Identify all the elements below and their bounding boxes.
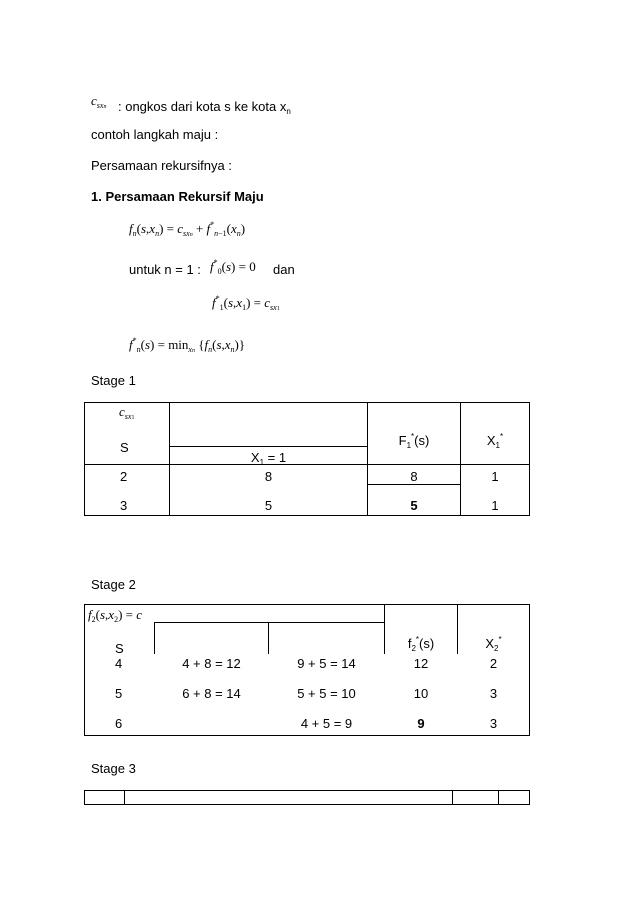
stage2-row1-b: 9 + 5 = 14 — [297, 656, 356, 671]
stage1-header-s: S — [120, 440, 129, 455]
stage1-row1-f: 8 — [410, 469, 418, 484]
stage2-row1-f: 12 — [413, 656, 429, 671]
stage1-row2-f: 5 — [410, 498, 418, 513]
stage1-row2-xstar: 1 — [491, 498, 499, 513]
example-text: contoh langkah maju : — [91, 127, 219, 142]
stage2-row2-xstar: 3 — [489, 686, 498, 701]
stage2-row2-b: 5 + 5 = 10 — [297, 686, 356, 701]
stage1-header-xstar: $X_1^*$ — [486, 432, 504, 450]
stage1-row2-x1: 5 — [264, 498, 273, 513]
stage1-row1-s: 2 — [120, 469, 128, 484]
stage1-row2-s: 3 — [120, 498, 128, 513]
stage2-f2-symbol: $f_2(s,x_2) = c$ — [88, 607, 143, 624]
stage2-row2-f: 10 — [413, 686, 429, 701]
for-n1-label: untuk n = 1 : — [129, 262, 201, 277]
stage1-header-f: $F_1^*(s)$ — [398, 432, 430, 450]
recursive-text: Persamaan rekursifnya : — [91, 158, 232, 173]
stage2-row3-xstar: 3 — [489, 716, 498, 731]
cost-symbol: $c_{sxn}$ — [91, 93, 107, 110]
cost-definition: : ongkos dari kota s ke kota $x_n$ — [118, 99, 291, 116]
stage2-row1-xstar: 2 — [489, 656, 498, 671]
stage2-row2-a: 6 + 8 = 14 — [182, 686, 241, 701]
stage2-header-s: S — [115, 641, 124, 656]
stage2-header-f: $f_2^*(s)$ — [407, 635, 435, 653]
stage2-header-xstar: $X_2^*$ — [485, 635, 502, 653]
stage1-row1-xstar: 1 — [491, 469, 499, 484]
stage3-title: Stage 3 — [91, 761, 136, 776]
equation-min: $f^*_n(s) = \min_{xn} \{f_n(s,x_n)\}$ — [129, 336, 246, 354]
stage1-row1-x1: 8 — [264, 469, 273, 484]
dan-label: dan — [273, 262, 295, 277]
equation-f1: $f^*_1(s,x_1) = c_{sx1}$ — [212, 294, 280, 312]
stage1-title: Stage 1 — [91, 373, 136, 388]
stage2-title: Stage 2 — [91, 577, 136, 592]
section-heading: 1. Persamaan Rekursif Maju — [91, 189, 264, 204]
stage1-cost-symbol: $c_{sx1}$ — [119, 404, 135, 421]
stage2-row3-f: 9 — [417, 716, 425, 731]
equation-f0: $f^*_0(s) = 0$ — [210, 258, 256, 276]
stage2-row1-s: 4 — [115, 656, 123, 671]
equation-forward: $f_n(s,x_n) = c_{sxn} + f^*_{n-1}(x_n)$ — [129, 220, 246, 238]
stage2-row3-s: 6 — [115, 716, 123, 731]
stage1-header-x1: $X_1 = 1$ — [250, 450, 287, 467]
stage2-row2-s: 5 — [115, 686, 123, 701]
stage2-row1-a: 4 + 8 = 12 — [182, 656, 241, 671]
stage2-row3-b: 4 + 5 = 9 — [300, 716, 353, 731]
